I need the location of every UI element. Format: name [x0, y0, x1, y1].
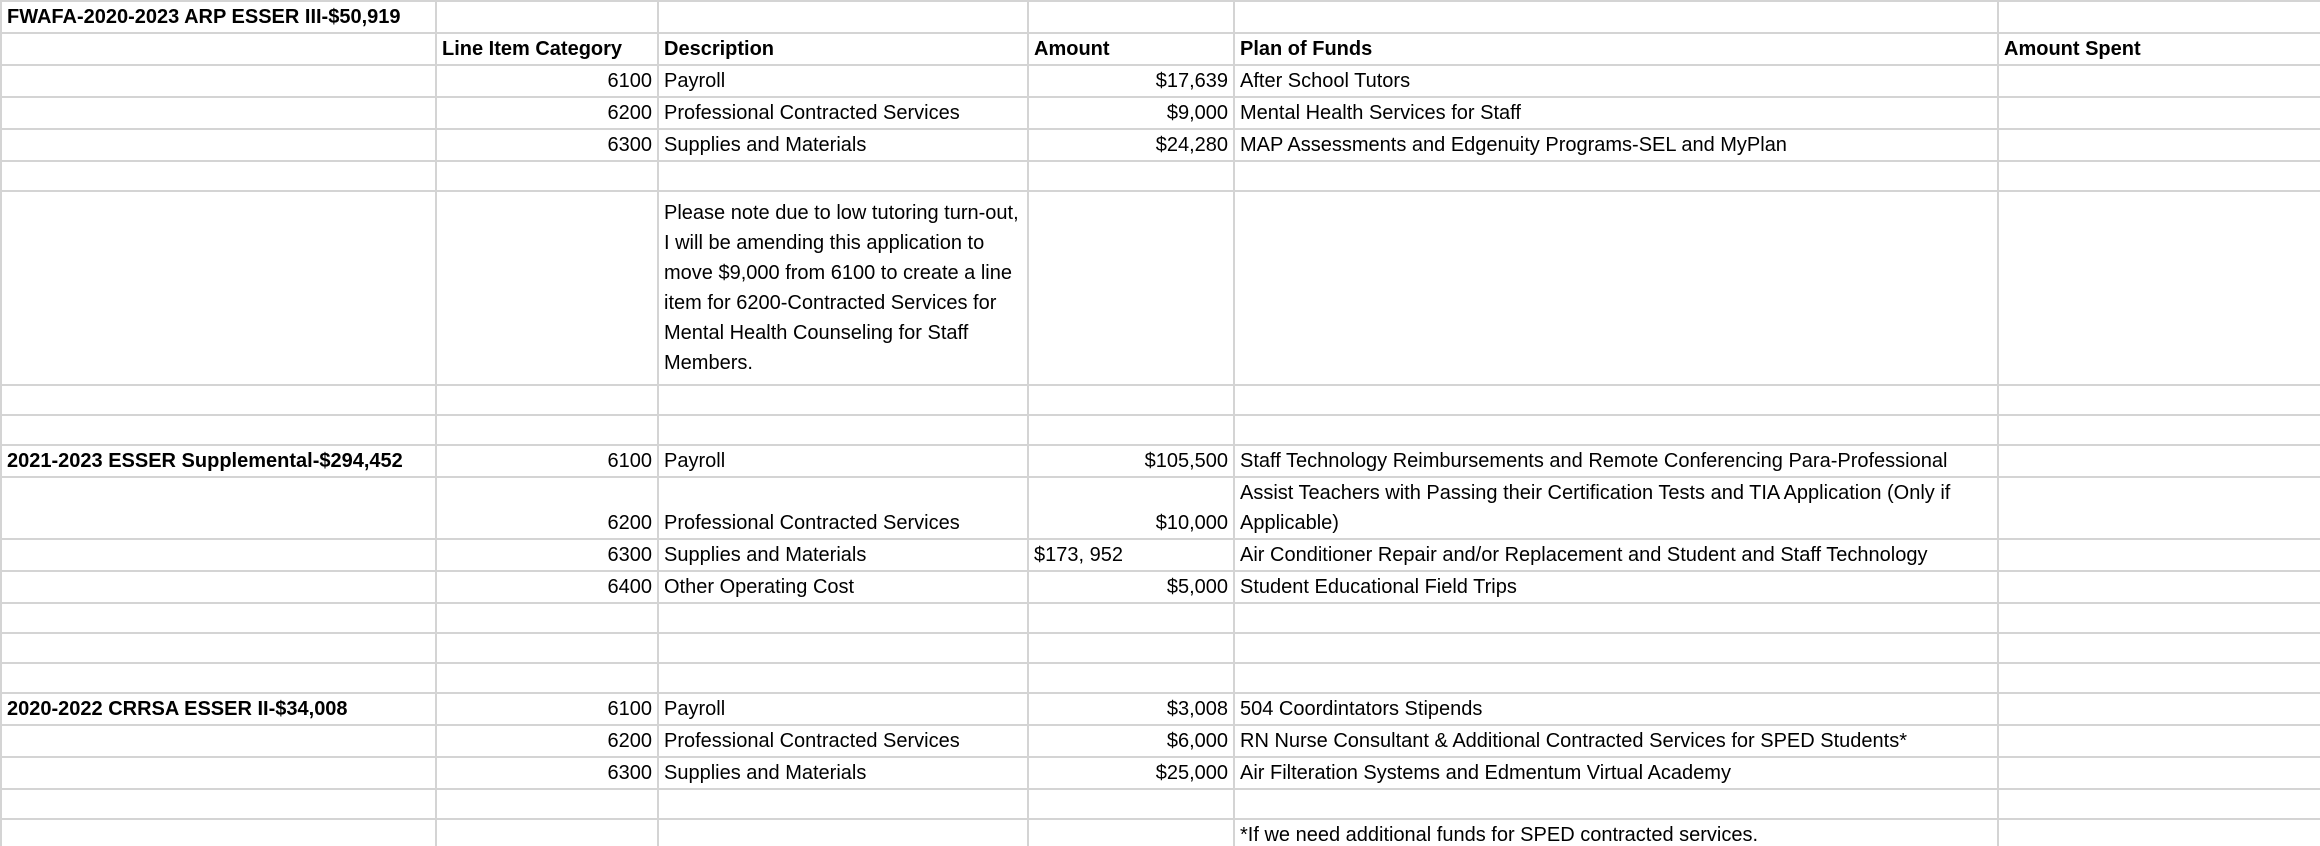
cell[interactable] [436, 663, 658, 693]
cell[interactable] [1028, 415, 1234, 445]
cell[interactable] [1, 789, 436, 819]
description-cell[interactable]: Professional Contracted Services [658, 97, 1028, 129]
spent-cell[interactable] [1998, 97, 2320, 129]
amount-cell[interactable]: $6,000 [1028, 725, 1234, 757]
cell[interactable] [1, 477, 436, 539]
table-row [1, 97, 2320, 129]
cell[interactable] [658, 819, 1028, 846]
cell[interactable] [436, 633, 658, 663]
cell[interactable] [1998, 161, 2320, 191]
table-row [1, 477, 2320, 539]
category-cell[interactable]: 6300 [436, 757, 658, 789]
cell[interactable] [658, 415, 1028, 445]
cell[interactable] [1, 97, 436, 129]
cell[interactable] [1, 191, 436, 385]
cell[interactable] [1028, 789, 1234, 819]
category-cell[interactable]: 6200 [436, 725, 658, 757]
cell[interactable] [1998, 191, 2320, 385]
table-row [1, 191, 2320, 385]
table-row [1, 725, 2320, 757]
spent-cell[interactable] [1998, 539, 2320, 571]
cell[interactable] [1028, 1, 1234, 33]
section-title-crrsa[interactable]: 2020-2022 CRRSA ESSER II-$34,008 [1, 693, 436, 725]
cell[interactable] [1, 129, 436, 161]
amount-cell[interactable]: $17,639 [1028, 65, 1234, 97]
section-title-supplemental[interactable]: 2021-2023 ESSER Supplemental-$294,452 [1, 445, 436, 477]
spent-cell[interactable] [1998, 693, 2320, 725]
category-cell[interactable]: 6100 [436, 445, 658, 477]
cell[interactable] [436, 191, 658, 385]
cell[interactable] [1, 385, 436, 415]
cell[interactable] [1998, 663, 2320, 693]
cell[interactable] [658, 603, 1028, 633]
cell[interactable] [1998, 603, 2320, 633]
category-cell[interactable]: 6200 [436, 477, 658, 539]
cell[interactable] [1, 757, 436, 789]
description-cell[interactable]: Professional Contracted Services [658, 725, 1028, 757]
table-row [1, 757, 2320, 789]
header-row [1, 33, 2320, 65]
plan-cell[interactable]: Student Educational Field Trips [1234, 571, 1998, 603]
cell[interactable] [658, 1, 1028, 33]
cell[interactable] [1234, 385, 1998, 415]
cell[interactable] [1028, 633, 1234, 663]
cell[interactable] [1998, 385, 2320, 415]
amount-cell[interactable]: $9,000 [1028, 97, 1234, 129]
spent-cell[interactable] [1998, 757, 2320, 789]
cell[interactable] [1, 539, 436, 571]
category-cell[interactable]: 6100 [436, 65, 658, 97]
cell[interactable] [658, 161, 1028, 191]
table-row [1, 539, 2320, 571]
cell[interactable] [658, 633, 1028, 663]
cell[interactable] [1234, 415, 1998, 445]
category-cell[interactable]: 6100 [436, 693, 658, 725]
cell[interactable] [1, 663, 436, 693]
spent-cell[interactable] [1998, 725, 2320, 757]
cell[interactable] [1, 603, 436, 633]
column-header-plan[interactable]: Plan of Funds [1234, 33, 1998, 65]
cell[interactable] [436, 161, 658, 191]
plan-cell[interactable]: RN Nurse Consultant & Additional Contracted Services for SPED Students* [1234, 725, 1998, 757]
plan-cell[interactable]: Mental Health Services for Staff [1234, 97, 1998, 129]
category-cell[interactable]: 6200 [436, 97, 658, 129]
cell[interactable] [1, 33, 436, 65]
plan-cell[interactable]: 504 Coordintators Stipends [1234, 693, 1998, 725]
cell[interactable] [1028, 385, 1234, 415]
cell[interactable] [1028, 603, 1234, 633]
column-header-amount-spent[interactable]: Amount Spent [1998, 33, 2320, 65]
description-cell[interactable]: Supplies and Materials [658, 539, 1028, 571]
cell[interactable] [1234, 191, 1998, 385]
spent-cell[interactable] [1998, 445, 2320, 477]
amount-cell[interactable]: $25,000 [1028, 757, 1234, 789]
description-cell[interactable]: Professional Contracted Services [658, 477, 1028, 539]
amount-cell[interactable]: $5,000 [1028, 571, 1234, 603]
cell[interactable] [658, 385, 1028, 415]
cell[interactable] [1998, 1, 2320, 33]
table-row [1, 129, 2320, 161]
column-header-amount[interactable]: Amount [1028, 33, 1234, 65]
description-cell[interactable]: Other Operating Cost [658, 571, 1028, 603]
plan-cell[interactable]: Staff Technology Reimbursements and Remote Conferencing Para-Professional [1234, 445, 1998, 477]
cell[interactable] [1234, 603, 1998, 633]
table-row [1, 65, 2320, 97]
cell[interactable] [1234, 633, 1998, 663]
spent-cell[interactable] [1998, 129, 2320, 161]
cell[interactable] [1, 725, 436, 757]
category-cell[interactable]: 6300 [436, 129, 658, 161]
spent-cell[interactable] [1998, 477, 2320, 539]
cell[interactable] [1028, 819, 1234, 846]
cell[interactable] [436, 819, 658, 846]
table-row [1, 693, 2320, 725]
cell[interactable] [1234, 663, 1998, 693]
plan-cell[interactable]: Air Conditioner Repair and/or Replacement and Student and Staff Technology [1234, 539, 1998, 571]
cell[interactable] [436, 603, 658, 633]
table-row [1, 445, 2320, 477]
footnote[interactable]: *If we need additional funds for SPED contracted services. [1234, 819, 1998, 846]
cell[interactable] [1234, 1, 1998, 33]
amendment-note[interactable]: Please note due to low tutoring turn-out, I will be amending this application to move $9,000 from 6100 to create a line item for 6200-Contracted Services for Mental Health Counseling for Staff Members. [658, 191, 1028, 385]
cell[interactable] [1234, 161, 1998, 191]
amount-cell[interactable]: $10,000 [1028, 477, 1234, 539]
table-row [1, 633, 2320, 663]
amount-cell[interactable]: $3,008 [1028, 693, 1234, 725]
plan-cell[interactable]: MAP Assessments and Edgenuity Programs-SEL and MyPlan [1234, 129, 1998, 161]
plan-cell[interactable]: Air Filteration Systems and Edmentum Virtual Academy [1234, 757, 1998, 789]
table-row [1, 789, 2320, 819]
description-cell[interactable]: Payroll [658, 693, 1028, 725]
category-cell[interactable]: 6300 [436, 539, 658, 571]
table-row [1, 663, 2320, 693]
amount-cell[interactable]: $173, 952 [1028, 539, 1234, 571]
section-title-esser3[interactable]: FWAFA-2020-2023 ARP ESSER III-$50,919 [1, 1, 436, 33]
cell[interactable] [436, 415, 658, 445]
table-row [1, 1, 2320, 33]
cell[interactable] [436, 385, 658, 415]
cell[interactable] [1998, 819, 2320, 846]
description-cell[interactable]: Payroll [658, 445, 1028, 477]
table-row [1, 571, 2320, 603]
plan-cell[interactable]: Assist Teachers with Passing their Certification Tests and TIA Application (Only if Applicable) [1234, 477, 1998, 539]
cell[interactable] [1998, 415, 2320, 445]
cell[interactable] [1028, 191, 1234, 385]
table-row [1, 161, 2320, 191]
cell[interactable] [1234, 789, 1998, 819]
amount-cell[interactable]: $105,500 [1028, 445, 1234, 477]
column-header-category[interactable]: Line Item Category [436, 33, 658, 65]
cell[interactable] [658, 663, 1028, 693]
cell[interactable] [436, 1, 658, 33]
description-cell[interactable]: Payroll [658, 65, 1028, 97]
cell[interactable] [1998, 633, 2320, 663]
cell[interactable] [1, 571, 436, 603]
spent-cell[interactable] [1998, 65, 2320, 97]
cell[interactable] [1, 161, 436, 191]
table-row [1, 385, 2320, 415]
amount-cell[interactable]: $24,280 [1028, 129, 1234, 161]
description-cell[interactable]: Supplies and Materials [658, 129, 1028, 161]
plan-cell[interactable]: After School Tutors [1234, 65, 1998, 97]
column-header-description[interactable]: Description [658, 33, 1028, 65]
cell[interactable] [1, 65, 436, 97]
category-cell[interactable]: 6400 [436, 571, 658, 603]
table-row [1, 603, 2320, 633]
table-row [1, 819, 2320, 846]
description-cell[interactable]: Supplies and Materials [658, 757, 1028, 789]
cell[interactable] [1, 633, 436, 663]
cell[interactable] [1, 819, 436, 846]
cell[interactable] [1998, 789, 2320, 819]
cell[interactable] [1028, 663, 1234, 693]
cell[interactable] [436, 789, 658, 819]
cell[interactable] [1, 415, 436, 445]
spent-cell[interactable] [1998, 571, 2320, 603]
cell[interactable] [1028, 161, 1234, 191]
cell[interactable] [658, 789, 1028, 819]
table-row [1, 415, 2320, 445]
